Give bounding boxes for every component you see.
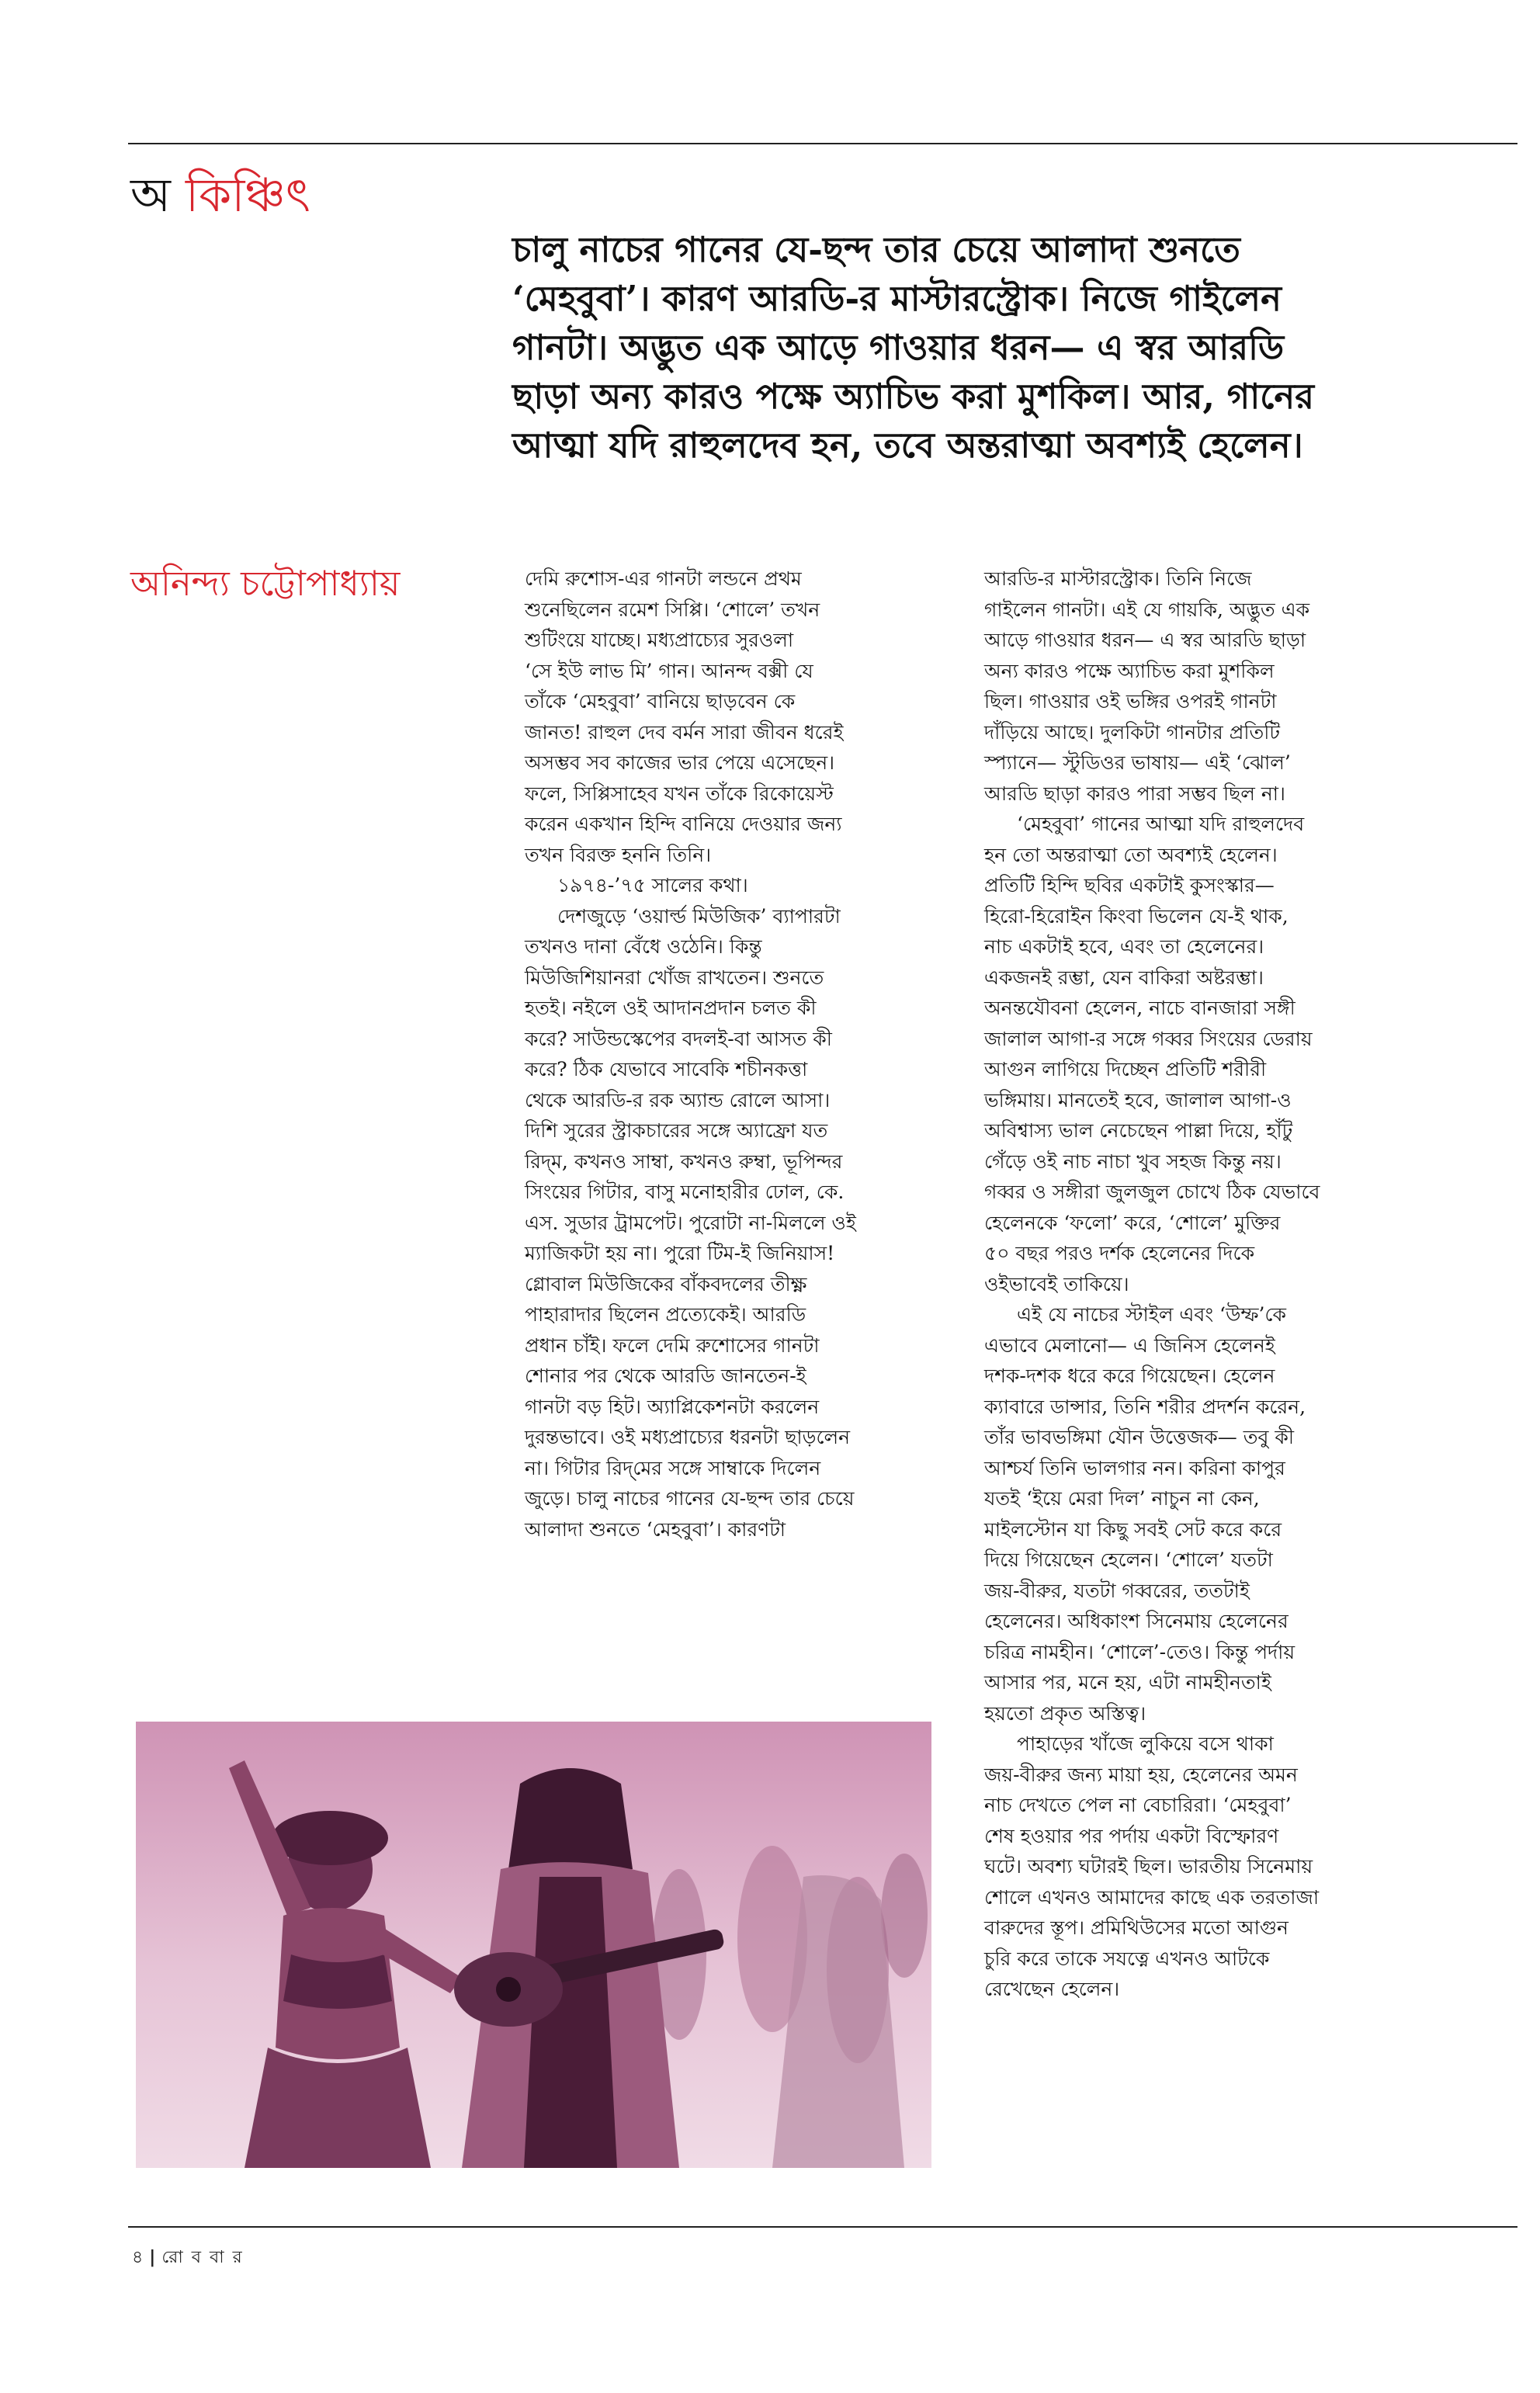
body-line: শেষ হওয়ার পর পর্দায় একটা বিস্ফোরণ: [984, 1824, 1279, 1847]
body-line: শুনেছিলেন রমেশ সিপ্পি। ‘শোলে’ তখন: [525, 598, 820, 621]
body-line: না। গিটার রিদ্‌মের সঙ্গে সাম্বাকে দিলেন: [525, 1456, 821, 1479]
body-line: গেঁড়ে ওই নাচ নাচা খুব সহজ কিন্তু নয়।: [984, 1150, 1282, 1173]
body-line: ফলে, সিপ্পিসাহেব যখন তাঁকে রিকোয়েস্ট: [525, 782, 834, 805]
pull-quote: [512, 225, 1521, 470]
body-line: নাচ একটাই হবে, এবং তা হেলেনের।: [984, 935, 1264, 958]
film-still-photo: [136, 1722, 931, 2168]
body-line: ‘মেহবুবা’ গানের আত্মা যদি রাহুলদেব: [1017, 813, 1305, 835]
body-line: হতই। নইলে ওই আদানপ্রদান চলত কী: [525, 997, 817, 1019]
body-line: ১৯৭৪-’৭৫ সালের কথা।: [557, 874, 748, 897]
body-line: বারুদের স্তূপ। প্রমিথিউসের মতো আগুন: [984, 1916, 1289, 1939]
author-byline: অনিন্দ্য চট্টোপাধ্যায়: [130, 563, 401, 604]
body-line: পাহাড়ের খাঁজে লুকিয়ে বসে থাকা: [1017, 1732, 1274, 1755]
body-line: আশ্চর্য তিনি ভালগার নন। করিনা কাপুর: [984, 1456, 1285, 1479]
body-line: হিরো-হিরোইন কিংবা ভিলেন যে-ই থাক,: [984, 904, 1289, 928]
body-line: যতই ‘ইয়ে মেরা দিল’ নাচুন না কেন,: [984, 1487, 1260, 1510]
body-line: থেকে আরডি-র রক অ্যান্ড রোলে আসা।: [525, 1088, 831, 1112]
body-line: গাইলেন গানটা। এই যে গায়কি, অদ্ভুত এক: [984, 598, 1310, 621]
body-line: হেলেনকে ‘ফলো’ করে, ‘শোলে’ মুক্তির: [984, 1211, 1281, 1234]
article-column-middle: [525, 564, 959, 1545]
body-line: তাঁর ভাবভঙ্গিমা যৌন উত্তেজক— তবু কী: [984, 1426, 1294, 1448]
body-line: অনন্তযৌবনা হেলেন, নাচে বানজারা সঙ্গী: [984, 997, 1295, 1019]
body-line: ‘সে ইউ লাভ মি’ গান। আনন্দ বক্সী যে: [525, 659, 813, 682]
body-line: নাচ দেখতে পেল না বেচারিরা। ‘মেহবুবা’: [984, 1794, 1292, 1816]
pull-quote-line: চালু নাচের গানের যে-ছন্দ তার চেয়ে আলাদা শুনতে: [512, 229, 1240, 270]
magazine-name: রো ব বা র: [161, 2248, 244, 2267]
body-line: প্রধান চাঁই। ফলে দেমি রুশোসের গানটা: [525, 1333, 820, 1357]
body-line: স্প্যানে— স্টুডিওর ভাষায়— এই ‘ঝোল’: [984, 751, 1291, 774]
body-line: তখন বিরক্ত হননি তিনি।: [525, 843, 712, 866]
body-line: জয়-বীরুর, যতটা গব্বরের, ততটাই: [984, 1579, 1250, 1602]
page-number: ৪: [132, 2248, 145, 2267]
body-line: হয়তো প্রকৃত অস্তিত্ব।: [984, 1701, 1146, 1725]
body-line: হন তো অন্তরাত্মা তো অবশ্যই হেলেন।: [984, 843, 1278, 866]
body-line: দিয়ে গিয়েছেন হেলেন। ‘শোলে’ যতটা: [984, 1549, 1273, 1571]
body-line: রেখেছেন হেলেন।: [984, 1978, 1120, 2000]
body-line: ঘটে। অবশ্য ঘটারই ছিল। ভারতীয় সিনেমায়: [984, 1855, 1313, 1878]
body-line: মাইলস্টোন যা কিছু সবই সেট করে করে: [984, 1517, 1282, 1541]
pull-quote-line: গানটা। অদ্ভুত এক আড়ে গাওয়ার ধরন— এ স্বর আরডি: [512, 327, 1285, 368]
body-line: গব্বর ও সঙ্গীরা জুলজুল চোখে ঠিক যেভাবে: [984, 1181, 1320, 1203]
body-line: করে? সাউন্ডস্কেপের বদলই-বা আসত কী: [525, 1027, 832, 1050]
body-line: এভাবে মেলানো— এ জিনিস হেলেনই: [984, 1333, 1275, 1357]
body-line: মিউজিশিয়ানরা খোঁজ রাখতেন। শুনতে: [525, 966, 824, 989]
body-line: দিশি সুরের স্ট্রাকচারের সঙ্গে অ্যাফ্রো যত: [525, 1119, 828, 1142]
body-line: অবিশ্বাস্য ভাল নেচেছেন পাল্লা দিয়ে, হাঁটু: [984, 1119, 1293, 1142]
pull-quote-line: ছাড়া অন্য কারও পক্ষে অ্যাচিভ করা মুশকিল। আর, গানের: [512, 376, 1314, 417]
body-line: সিংয়ের গিটার, বাসু মনোহারীর ঢোল, কে.: [525, 1181, 845, 1203]
body-line: গানটা বড় হিট। অ্যাপ্লিকেশনটা করলেন: [525, 1395, 820, 1418]
body-line: গ্লোবাল মিউজিকের বাঁকবদলের তীক্ষ্ণ: [525, 1272, 807, 1295]
film-still-illustration: [136, 1722, 931, 2168]
body-line: আলাদা শুনতে ‘মেহবুবা’। কারণটা: [525, 1517, 786, 1541]
body-line: ছিল। গাওয়ার ওই ভঙ্গির ওপরই গানটা: [984, 690, 1277, 713]
body-line: ভঙ্গিমায়। মানতেই হবে, জালাল আগা-ও: [984, 1088, 1292, 1112]
section-title: কিঞ্চিৎ: [186, 168, 310, 223]
body-line: অন্য কারও পক্ষে অ্যাচিভ করা মুশকিল: [984, 659, 1275, 682]
body-line: দুরন্তভাবে। ওই মধ্যপ্রাচ্যের ধরনটা ছাড়লেন: [525, 1426, 851, 1448]
body-line: জয়-বীরুর জন্য মায়া হয়, হেলেনের অমন: [984, 1763, 1298, 1786]
body-line: হেলেনের। অধিকাংশ সিনেমায় হেলেনের: [984, 1610, 1289, 1632]
body-line: দেশজুড়ে ‘ওয়ার্ল্ড মিউজিক’ ব্যাপারটা: [557, 904, 841, 928]
body-line: করেন একখান হিন্দি বানিয়ে দেওয়ার জন্য: [525, 813, 842, 835]
body-line: আড়ে গাওয়ার ধরন— এ স্বর আরডি ছাড়া: [984, 629, 1306, 651]
body-line: জুড়ে। চালু নাচের গানের যে-ছন্দ তার চেয়ে: [525, 1487, 855, 1510]
body-line: করে? ঠিক যেভাবে সাবেকি শচীনকত্তা: [525, 1058, 808, 1080]
body-line: একজনই রম্ভা, যেন বাকিরা অষ্টরম্ভা।: [984, 966, 1264, 989]
section-prefix: অ: [130, 168, 171, 223]
body-line: শোলে এখনও আমাদের কাছে এক তরতাজা: [984, 1885, 1320, 1909]
body-line: আসার পর, মনে হয়, এটা নামহীনতাই: [984, 1671, 1271, 1694]
body-line: চুরি করে তাকে সযত্নে এখনও আটকে: [984, 1947, 1270, 1970]
top-rule: [128, 143, 1517, 144]
body-line: এই যে নাচের স্টাইল এবং ‘উম্ফ’কে: [1017, 1303, 1287, 1326]
body-line: আগুন লাগিয়ে দিচ্ছেন প্রতিটি শরীরী: [984, 1058, 1267, 1080]
body-line: তখনও দানা বেঁধে ওঠেনি। কিন্তু: [525, 935, 762, 958]
body-line: ম্যাজিকটা হয় না। পুরো টিম-ই জিনিয়াস!: [525, 1242, 835, 1264]
bottom-rule: [128, 2226, 1517, 2228]
body-line: দশক-দশক ধরে করে গিয়েছেন। হেলেন: [984, 1365, 1275, 1387]
pull-quote-line: ‘মেহবুবা’। কারণ আরডি-র মাস্টারস্ট্রোক। নিজে গাইলেন: [512, 278, 1282, 319]
body-line: ক্যাবারে ডান্সার, তিনি শরীর প্রদর্শন করেন,: [984, 1395, 1306, 1418]
body-line: তাঁকে ‘মেহবুবা’ বানিয়ে ছাড়বেন কে: [525, 690, 796, 713]
body-line: আরডি ছাড়া কারও পারা সম্ভব ছিল না।: [984, 782, 1285, 805]
body-line: অসম্ভব সব কাজের ভার পেয়ে এসেছেন।: [525, 751, 835, 774]
body-line: জালাল আগা-র সঙ্গে গব্বর সিংয়ের ডেরায়: [984, 1027, 1313, 1050]
body-line: প্রতিটি হিন্দি ছবির একটাই কুসংস্কার—: [984, 874, 1275, 897]
body-line: ওইভাবেই তাকিয়ে।: [984, 1272, 1129, 1295]
pull-quote-line: আত্মা যদি রাহুলদেব হন, তবে অন্তরাত্মা অবশ্যই হেলেন।: [512, 425, 1303, 466]
body-line: জানত! রাহুল দেব বর্মন সারা জীবন ধরেই: [525, 720, 844, 744]
body-line: শুটিংয়ে যাচ্ছে। মধ্যপ্রাচ্যের সুরওলা: [525, 629, 794, 651]
body-line: দাঁড়িয়ে আছে। দুলকিটা গানটার প্রতিটি: [984, 720, 1281, 744]
body-line: আরডি-র মাস্টারস্ট্রোক। তিনি নিজে: [984, 567, 1252, 590]
body-line: রিদ্‌ম, কখনও সাম্বা, কখনও রুম্বা, ভূপিন্দর: [525, 1150, 843, 1173]
page-footer: [132, 2246, 244, 2270]
body-line: পাহারাদার ছিলেন প্রত্যেকেই। আরডি: [525, 1303, 806, 1326]
body-line: ৫০ বছর পরও দর্শক হেলেনের দিকে: [984, 1242, 1255, 1264]
body-line: চরিত্র নামহীন। ‘শোলে’-তেও। কিন্তু পর্দায়: [984, 1640, 1295, 1663]
body-line: শোনার পর থেকে আরডি জানতেন-ই: [525, 1365, 806, 1387]
article-column-right: [984, 564, 1450, 2005]
footer-separator: |: [149, 2248, 158, 2267]
body-line: এস. সুডার ট্রামপেট। পুরোটা না-মিললে ওই: [525, 1211, 856, 1234]
section-header: [130, 165, 310, 227]
body-line: দেমি রুশোস-এর গানটা লন্ডনে প্রথম: [525, 567, 802, 590]
